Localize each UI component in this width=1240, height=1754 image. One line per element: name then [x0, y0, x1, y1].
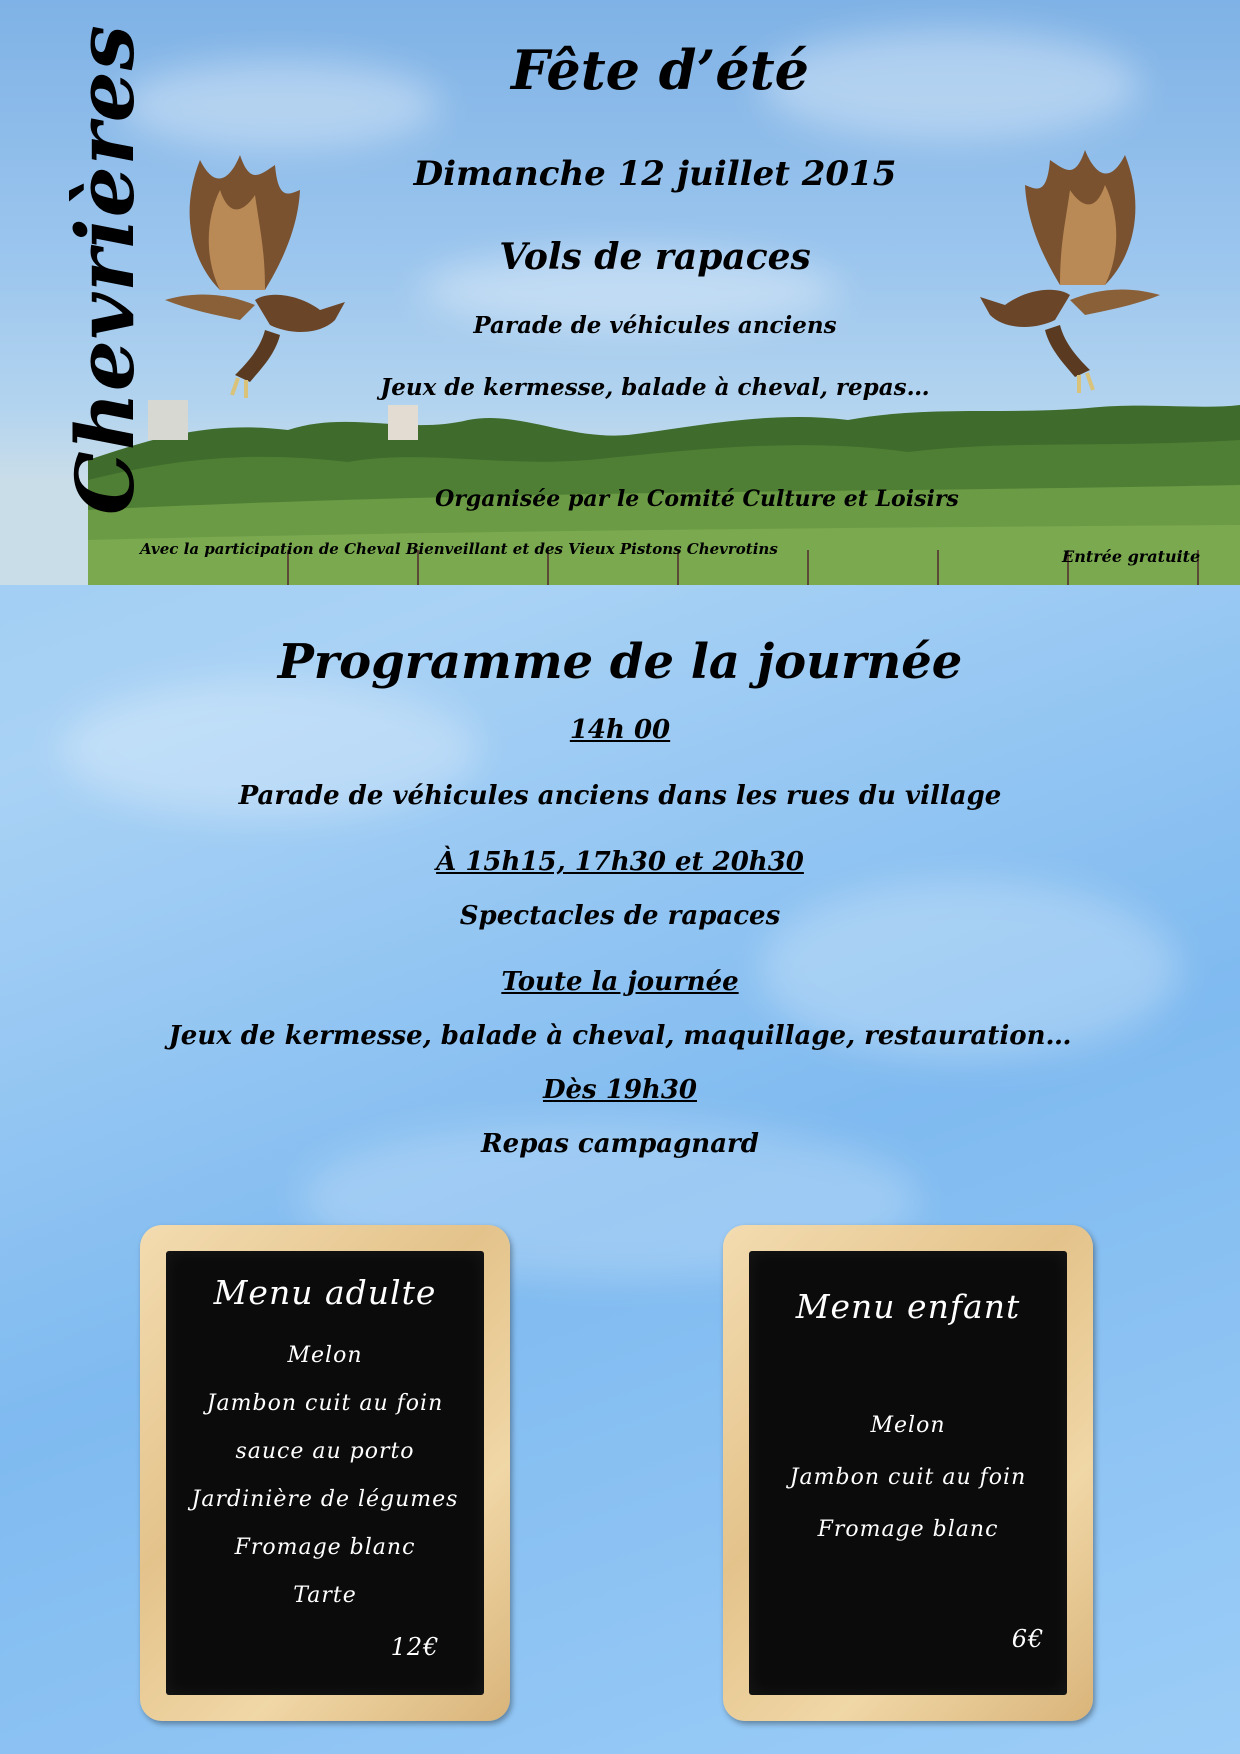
programme-text-1: Parade de véhicules anciens dans les rues du village	[238, 781, 1002, 811]
menu-child-item: Jambon cuit au foin	[789, 1465, 1027, 1490]
programme-time-2: À 15h15, 17h30 et 20h30	[436, 847, 804, 877]
menu-adult-item: Jardinière de légumes	[191, 1487, 459, 1512]
menu-child-price: 6€	[1011, 1625, 1045, 1653]
menu-child-board	[723, 1225, 1093, 1721]
menu-adult-item: Melon	[287, 1343, 363, 1368]
menu-adult-item: sauce au porto	[235, 1439, 415, 1464]
menu-adult-item: Tarte	[293, 1583, 357, 1608]
programme-text-3: Jeux de kermesse, balade à cheval, maquillage, restauration…	[168, 1021, 1072, 1051]
event-title: Fête d’été	[510, 38, 810, 102]
event-line-2: Jeux de kermesse, balade à cheval, repas…	[380, 374, 930, 401]
menu-child-item: Fromage blanc	[817, 1517, 999, 1542]
participation-text: Avec la participation de Cheval Bienveillant et des Vieux Pistons Chevrotins	[140, 540, 778, 558]
event-date: Dimanche 12 juillet 2015	[413, 154, 897, 194]
menu-adult-price: 12€	[390, 1633, 440, 1661]
organizer-text: Organisée par le Comité Culture et Loisirs	[435, 486, 959, 512]
programme-text-2: Spectacles de rapaces	[459, 901, 781, 931]
village-name: Chevrières	[58, 24, 152, 515]
entry-text: Entrée gratuite	[1062, 547, 1201, 566]
menu-child-slate	[749, 1251, 1067, 1695]
programme-text-4: Repas campagnard	[481, 1129, 759, 1159]
programme-time-3: Toute la journée	[501, 967, 739, 997]
programme-time-1: 14h 00	[569, 715, 671, 745]
menu-adult-slate	[166, 1251, 484, 1695]
menu-adult-title: Menu adulte	[213, 1273, 437, 1312]
header-banner	[0, 0, 1240, 585]
programme-time-4: Dès 19h30	[542, 1075, 698, 1105]
menu-adult-item: Jambon cuit au foin	[206, 1391, 444, 1416]
programme-title: Programme de la journée	[277, 634, 963, 690]
menu-child-title: Menu enfant	[795, 1287, 1021, 1326]
menu-child-item: Melon	[870, 1413, 946, 1438]
event-headline: Vols de rapaces	[499, 236, 811, 278]
menu-adult-board	[140, 1225, 510, 1721]
menu-adult-item: Fromage blanc	[234, 1535, 416, 1560]
event-line-1: Parade de véhicules anciens	[473, 312, 837, 339]
